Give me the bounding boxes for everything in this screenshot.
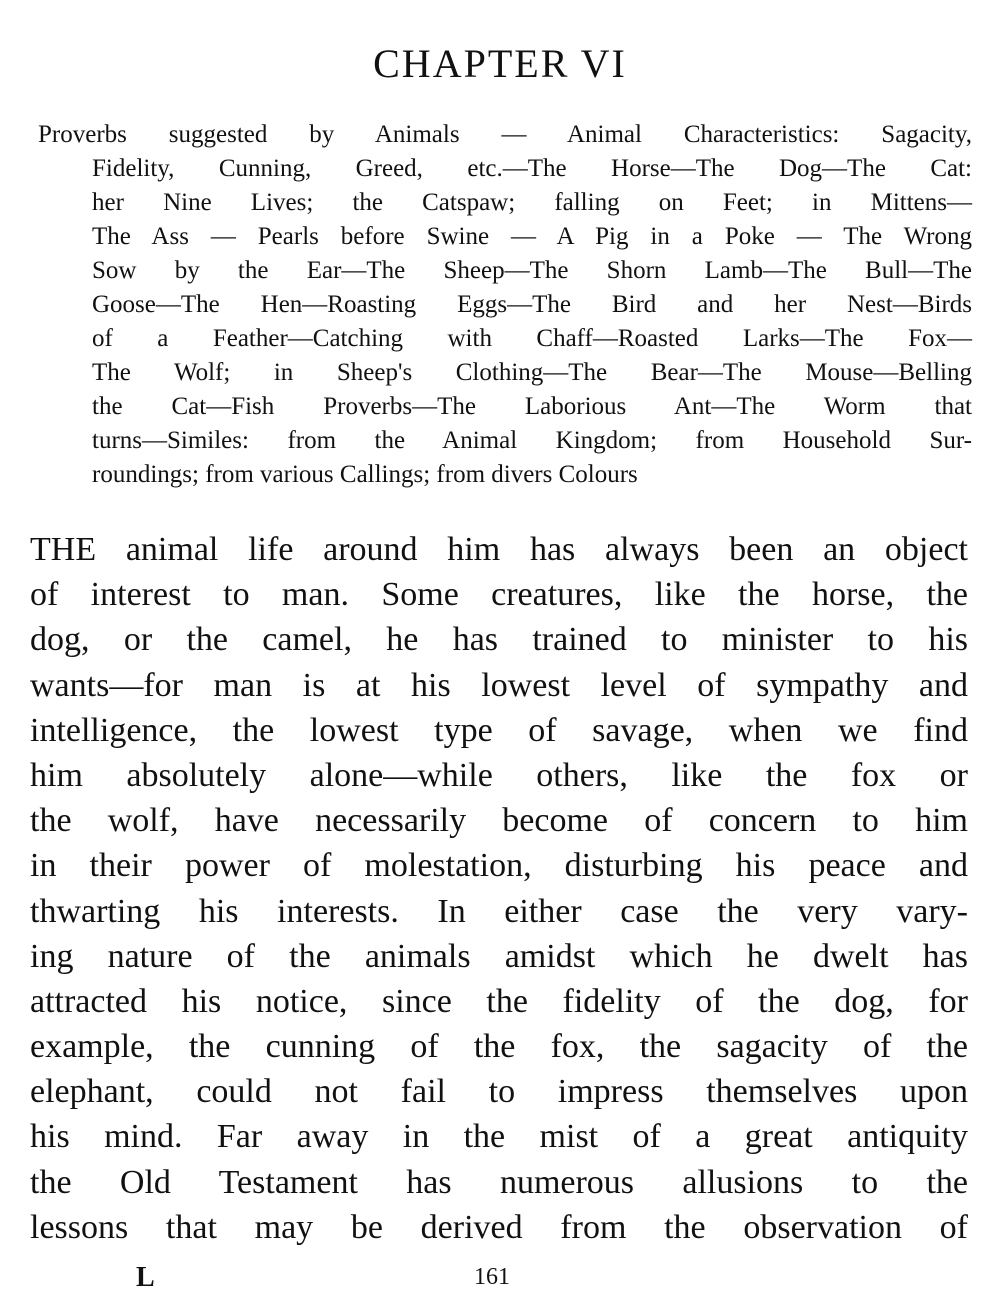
synopsis-line: The Ass — Pearls before Swine — A Pig in a Poke — The Wrong bbox=[92, 223, 972, 250]
body-line: dog, or the camel, he has trained to minister to his bbox=[30, 621, 968, 659]
page-number: 161 bbox=[474, 1264, 510, 1290]
body-line: intelligence, the lowest type of savage, when we find bbox=[30, 711, 968, 749]
body-line: elephant, could not fail to impress themselves upon bbox=[30, 1073, 968, 1111]
body-line: ing nature of the animals amidst which he dwelt has bbox=[30, 937, 968, 975]
body-line: thwarting his interests. In either case the very vary- bbox=[30, 892, 968, 930]
body-line: lessons that may be derived from the observation of bbox=[30, 1208, 968, 1246]
opening-word: THE bbox=[30, 531, 97, 568]
body-line: attracted his notice, since the fidelity of the dog, for bbox=[30, 982, 968, 1020]
synopsis-line: the Cat—Fish Proverbs—The Laborious Ant—The Worm that bbox=[92, 393, 972, 420]
body-line: example, the cunning of the fox, the sagacity of the bbox=[30, 1028, 968, 1066]
body-line-first bbox=[30, 527, 968, 572]
body-line: his mind. Far away in the mist of a great antiquity bbox=[30, 1118, 968, 1156]
page-footer bbox=[0, 1262, 1000, 1302]
first-line-text: animal life around him has always been an object bbox=[96, 531, 968, 568]
synopsis-line: turns—Similes: from the Animal Kingdom; from Household Sur- bbox=[92, 427, 972, 454]
synopsis-line: roundings; from various Callings; from divers Colours bbox=[92, 461, 638, 488]
synopsis-line: Proverbs suggested by Animals — Animal Characteristics: Sagacity, bbox=[38, 121, 972, 148]
synopsis-line: her Nine Lives; the Catspaw; falling on Feet; in Mittens— bbox=[92, 189, 972, 216]
synopsis-line: Fidelity, Cunning, Greed, etc.—The Horse—The Dog—The Cat: bbox=[92, 155, 972, 182]
body-line: him absolutely alone—while others, like the fox or bbox=[30, 756, 968, 794]
body-line: of interest to man. Some creatures, like the horse, the bbox=[30, 576, 968, 614]
chapter-title: CHAPTER VI bbox=[373, 41, 627, 86]
body-paragraph bbox=[30, 527, 968, 1250]
body-line: the wolf, have necessarily become of concern to him bbox=[30, 802, 968, 840]
synopsis-line: of a Feather—Catching with Chaff—Roasted Larks—The Fox— bbox=[92, 325, 972, 352]
body-line: the Old Testament has numerous allusions to the bbox=[30, 1163, 968, 1201]
body-line: wants—for man is at his lowest level of sympathy and bbox=[30, 666, 968, 704]
synopsis-line: The Wolf; in Sheep's Clothing—The Bear—The Mouse—Belling bbox=[92, 359, 972, 386]
chapter-synopsis bbox=[38, 118, 972, 492]
synopsis-line: Sow by the Ear—The Sheep—The Shorn Lamb—The Bull—The bbox=[92, 257, 972, 284]
signature-mark: L bbox=[136, 1262, 155, 1293]
body-line: in their power of molestation, disturbing his peace and bbox=[30, 847, 968, 885]
synopsis-line: Goose—The Hen—Roasting Eggs—The Bird and her Nest—Birds bbox=[92, 291, 972, 318]
